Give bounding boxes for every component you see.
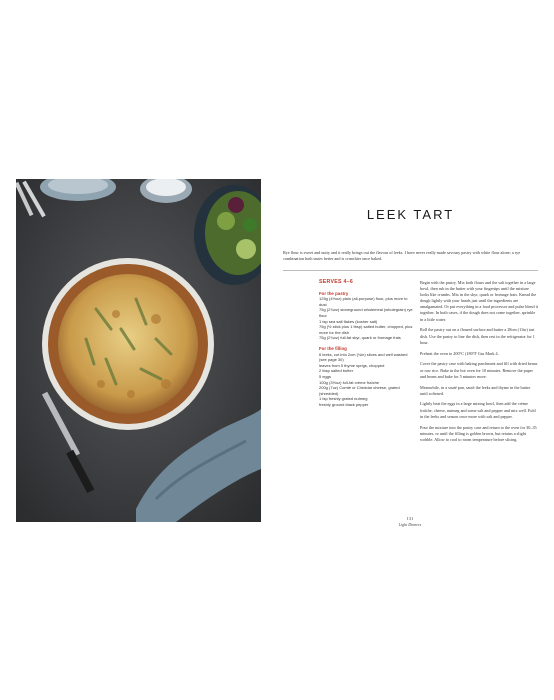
ingredient-item: 2 tbsp salted butter [319, 368, 354, 374]
method-step: Lightly beat the eggs in a large mixing bowl, then add the crème fraîche, cheese, nutmeg and some salt and pepper and mix well. Fold in the leeks and season once more with salt and pepper. [420, 401, 536, 419]
ingredient-item: 75g (2¾oz) full-fat skyr, quark or fromage frais [319, 335, 401, 341]
serves-label: SERVES 4–6 [319, 279, 354, 285]
recipe-title: LEEK TART [366, 207, 455, 222]
section-name: Light Dinners [398, 521, 422, 527]
divider [283, 270, 538, 271]
ingredient-item: 125g (4½oz) plain (all-purpose) flour, plus more to dust [319, 296, 408, 307]
method-column [420, 280, 538, 448]
filling-ingredients [319, 352, 415, 408]
leek-tart-photo [16, 179, 261, 522]
method-step: Pour the mixture into the pastry case and return to the oven for 30–35 minutes, or until the filling is golden brown, but retains a slight wobble. Allow to cool to room temperature before slicing. [420, 424, 537, 442]
page-number: 131 [406, 516, 414, 521]
ingredients-column [319, 280, 415, 407]
recipe-page [283, 179, 538, 527]
method-step: Cover the pastry case with baking parchment and fill with dried beans or raw rice. Bake in the hot oven for 10 minutes. Remove the paper and beans and bake for 5 minutes more. [420, 361, 538, 379]
ingredient-item: freshly ground black pepper [319, 401, 369, 407]
ingredient-item: 1 tsp sea salt flakes (kosher salt) [319, 318, 378, 324]
ingredient-item: 75g (½ stick plus 1 tbsp) salted butter, chopped, plus more for the dish [319, 324, 413, 335]
ingredient-item: 200g (7oz) Comté or Cheddar cheese, grated (shredded) [319, 385, 400, 396]
method-step: Meanwhile, in a sauté pan, sauté the leeks and thyme in the butter until softened. [420, 384, 531, 396]
ingredient-item: 75g (2¾oz) stoneground wholemeal (wholegrain) rye flour [319, 307, 413, 318]
ingredient-item: leaves from 5 thyme sprigs, chopped [319, 362, 385, 368]
ingredient-item: 5 eggs [319, 373, 332, 379]
ingredient-item: 1 tsp freshly grated nutmeg [319, 396, 368, 402]
page-folio [395, 516, 425, 527]
filling-heading: For the filling [319, 345, 347, 351]
method-step: Begin with the pastry. Mix both flours and the salt together in a large bowl, then rub in the butter with your fingertips until the mixture looks like crumbs. Mix in the skyr, quark or fromage frais. Knead the dough lightly with your hands just until the ingredients are amalgamated. Or put everything in a food processor and pulse blend it together. In both cases, if the dough does not come together, sprinkle in a little water. [420, 280, 538, 322]
method-step: Preheat the oven to 200°C (180°F Gas Mark 4. [420, 350, 499, 356]
ingredient-item: 6 leeks, cut into 2cm (¾in) slices and well washed (see page 30) [319, 351, 408, 363]
pastry-heading: For the pastry [319, 290, 349, 296]
tart-illustration [16, 179, 261, 522]
ingredient-item: 100g (3½oz) full-fat crème fraîche [319, 379, 380, 385]
recipe-intro: Rye flour is sweet and nutty and it really brings out the flavour of leeks. I have never really made savoury pastry with white flour alone; a rye combination both tastes better and is crunchier once baked. [283, 250, 521, 262]
pastry-ingredients [319, 296, 415, 341]
method-step: Roll the pastry out on a floured surface and butter a 28cm (11in) tart dish. Use the pastry to line the dish, then rest in the refrigerator for 1 hour. [420, 327, 535, 345]
